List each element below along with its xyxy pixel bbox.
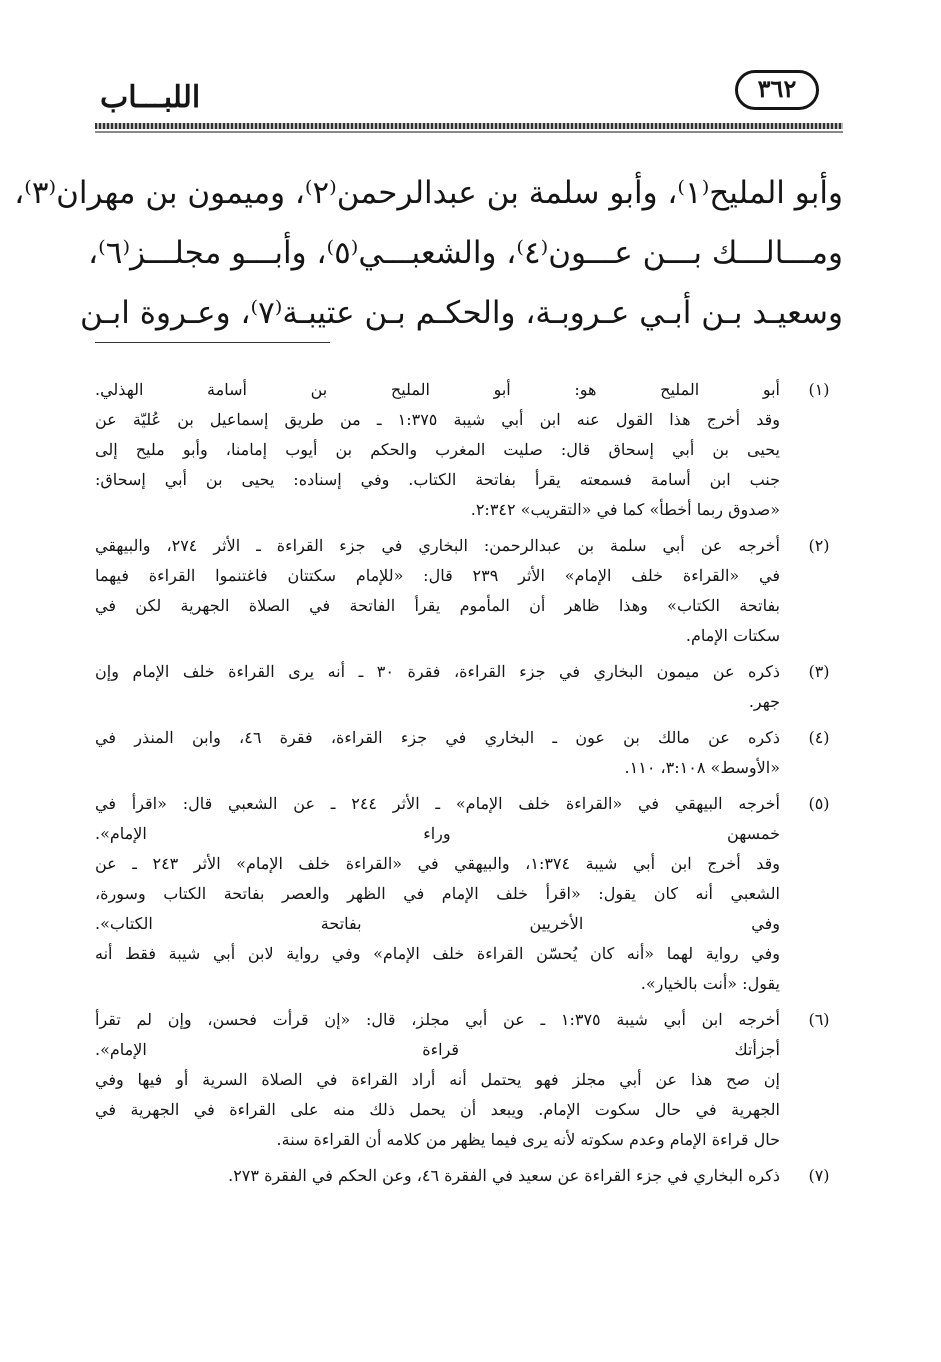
footnote-line: يقول: «أنت بالخيار». — [640, 974, 780, 993]
footnote-number: (٥) — [808, 794, 830, 813]
footnote — [95, 1161, 843, 1191]
footnote — [95, 723, 843, 783]
footnote-line: «الأوسط» ٣:١٠٨، ١١٠. — [624, 758, 780, 777]
footnote-line: وقد أخرج هذا القول عنه ابن أبي شيبة ١:٣٧٥ ـ من طريق إسماعيل بن عُليّة عن — [95, 410, 780, 429]
footnote-line: جنب ابن أسامة فسمعته يقرأ بفاتحة الكتاب. وفي إسناده: يحيى بن أبي إسحاق: — [95, 470, 780, 489]
footnote-number: (٦) — [808, 1010, 830, 1029]
footnote-number: (٤) — [808, 728, 830, 747]
footnotes — [95, 375, 843, 1197]
footnote-line: أجزأتك قراءة الإمام». — [95, 1040, 780, 1059]
main-text-line: ومـــالـــك بـــن عـــون⁽٤⁾، والشعبـــي⁽٥⁾، وأبـــو مجلـــز⁽٦⁾، — [88, 235, 843, 271]
footnote — [95, 375, 843, 525]
footnote — [95, 789, 843, 999]
footnote-line: «صدوق ربما أخطأ» كما في «التقريب» ٢:٣٤٢. — [470, 500, 780, 519]
footnote-line: ذكره البخاري في جزء القراءة عن سعيد في الفقرة ٤٦، وعن الحكم في الفقرة ٢٧٣. — [228, 1166, 780, 1185]
footnote-line: وفي رواية لهما «أنه كان يُحسّن القراءة خلف الإمام» وفي رواية لابن أبي شيبة فقط أنه — [95, 944, 780, 963]
footnote-line: يحيى بن أبي إسحاق قال: صليت المغرب والحكم بن أيوب إمامنا، وأبو مليح إلى — [95, 440, 780, 459]
main-text-line: وأبو المليح⁽١⁾، وأبو سلمة بن عبدالرحمن⁽٢⁾، وميمون بن مهران⁽٣⁾، — [14, 175, 843, 211]
footnote-line: في «القراءة خلف الإمام» الأثر ٢٣٩ قال: «للإمام سكتتان فاغتنموا القراءة فيهما — [95, 566, 781, 585]
footnote-line: الجهرية في حال سكوت الإمام. ويبعد أن يحمل ذلك منه على القراءة في الجهرية في — [95, 1100, 781, 1119]
running-header-title: اللبـــاب — [100, 80, 201, 115]
footnote-line: إن صح هذا عن أبي مجلز فهو يحتمل أنه أراد القراءة في الصلاة السرية أو فيها وفي — [95, 1070, 780, 1089]
footnote-number: (٣) — [808, 662, 830, 681]
header-rule-thin — [95, 131, 843, 133]
footnote-line: وفي الأخريين بفاتحة الكتاب». — [95, 914, 780, 933]
footnote-line: وقد أخرج ابن أبي شيبة ١:٣٧٤، والبيهقي في «القراءة خلف الإمام» الأثر ٢٤٣ ـ عن — [95, 854, 780, 873]
footnote-line: أخرجه ابن أبي شيبة ١:٣٧٥ ـ عن أبي مجلز، قال: «إن قرأت فحسن، وإن لم تقرأ — [95, 1010, 780, 1029]
footnote-line: أخرجه عن أبي سلمة بن عبدالرحمن: البخاري في جزء القراءة ـ الأثر ٢٧٤، والبيهقي — [95, 536, 780, 555]
footnote-line: ذكره عن ميمون البخاري في جزء القراءة، فقرة ٣٠ ـ أنه يرى القراءة خلف الإمام وإن — [95, 662, 780, 681]
footnote-line: أخرجه البيهقي في «القراءة خلف الإمام» ـ الأثر ٢٤٤ ـ عن الشعبي قال: «اقرأ في — [95, 794, 781, 813]
footnote-line: حال قراءة الإمام وعدم سكوته لأنه يرى فيما يظهر من كلامه أن القراءة سنة. — [276, 1130, 780, 1149]
footnote-line: الشعبي أنه كان يقول: «اقرأ خلف الإمام في الظهر والعصر بفاتحة الكتاب وسورة، — [95, 884, 780, 903]
footnote-line: سكتات الإمام. — [685, 626, 780, 645]
main-text — [14, 165, 843, 345]
footnote — [95, 1005, 843, 1155]
footnote-line: ذكره عن مالك بن عون ـ البخاري في جزء القراءة، فقرة ٤٦، وابن المنذر في — [95, 728, 781, 747]
main-text-line: وسعيـد بـن أبـي عـروبـة، والحكـم بـن عتيبـة⁽٧⁾، وعـروة ابـن — [79, 295, 843, 331]
footnote-line: خمسهن وراء الإمام». — [95, 824, 780, 843]
footnote-line: بفاتحة الكتاب» وهذا ظاهر أن المأموم يقرأ الفاتحة في الصلاة الجهرية لكن في — [95, 596, 780, 615]
footnote-separator — [95, 342, 330, 343]
footnote-line: جهر. — [748, 692, 780, 711]
footnote-number: (٢) — [808, 536, 830, 555]
footnote-line: أبو المليح هو: أبو المليح بن أسامة الهذلي. — [95, 380, 780, 399]
page-number: ٣٦٢ — [735, 70, 819, 110]
header-rule — [95, 123, 843, 129]
footnote-number: (٧) — [808, 1166, 830, 1185]
footnote-number: (١) — [808, 380, 830, 399]
footnote — [95, 531, 843, 651]
footnote — [95, 657, 843, 717]
